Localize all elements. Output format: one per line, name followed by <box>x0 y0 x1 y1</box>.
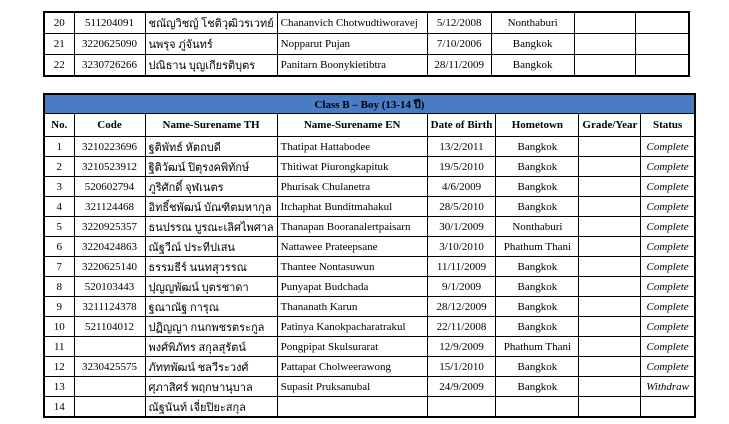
cell-name_th: นพรุจ ภู่จันทร์ <box>145 34 277 55</box>
cell-no: 13 <box>44 377 74 397</box>
cell-no: 12 <box>44 357 74 377</box>
cell-name_th: ณัฐวีณ์ ประทีปเสน <box>145 237 277 257</box>
column-header-code: Code <box>74 114 145 137</box>
cell-no: 7 <box>44 257 74 277</box>
cell-dob: 22/11/2008 <box>427 317 496 337</box>
cell-status: Complete <box>641 177 695 197</box>
cell-no: 22 <box>44 55 74 77</box>
cell-no: 20 <box>44 12 74 34</box>
cell-grade <box>579 237 641 257</box>
cell-name_th: ชณัญวิชญ์ โชติวุฒิวรเวทย์ <box>145 12 277 34</box>
cell-no: 21 <box>44 34 74 55</box>
cell-status: Complete <box>641 197 695 217</box>
cell-grade <box>579 257 641 277</box>
cell-code <box>74 377 145 397</box>
column-header-no: No. <box>44 114 74 137</box>
cell-code: 3230726266 <box>74 55 145 77</box>
cell-name_th: ศุภาสิศร์ พฤกษานุบาล <box>145 377 277 397</box>
cell-grade <box>579 217 641 237</box>
cell-name_en: Pongpipat Skulsurarat <box>277 337 427 357</box>
cell-name_en: Panitarn Boonykietibtra <box>277 55 427 77</box>
cell-name_en: Thananath Karun <box>277 297 427 317</box>
cell-dob: 28/11/2009 <box>427 55 491 77</box>
cell-no: 10 <box>44 317 74 337</box>
column-header-name_en: Name-Surename EN <box>277 114 427 137</box>
table-row <box>44 397 695 418</box>
cell-status: Withdraw <box>641 377 695 397</box>
table-row <box>44 34 689 55</box>
cell-status: Complete <box>641 297 695 317</box>
cell-name_en: Thitiwat Piurongkapituk <box>277 157 427 177</box>
cell-hometown: Nonthaburi <box>491 12 574 34</box>
cell-name_th: อิทธิ์ชพัฒน์ บัณฑิตมหากุล <box>145 197 277 217</box>
previous-class-table <box>43 11 690 77</box>
cell-hometown: Bangkok <box>496 277 579 297</box>
cell-status: Complete <box>641 157 695 177</box>
table-row <box>44 157 695 177</box>
cell-hometown: Nonthaburi <box>496 217 579 237</box>
cell-name_en: Thatipat Hattabodee <box>277 137 427 157</box>
cell-status <box>641 397 695 418</box>
cell-status: Complete <box>641 217 695 237</box>
cell-no: 14 <box>44 397 74 418</box>
column-header-dob: Date of Birth <box>427 114 496 137</box>
cell-code: 3210523912 <box>74 157 145 177</box>
table-row <box>44 137 695 157</box>
cell-name_th: ฐติพัทธ์ หัตถบดี <box>145 137 277 157</box>
cell-dob: 28/12/2009 <box>427 297 496 317</box>
cell-status: Complete <box>641 137 695 157</box>
table-row <box>44 177 695 197</box>
cell-hometown: Bangkok <box>496 357 579 377</box>
cell-hometown: Bangkok <box>496 297 579 317</box>
cell-no: 2 <box>44 157 74 177</box>
cell-code: 521104012 <box>74 317 145 337</box>
table-row <box>44 297 695 317</box>
cell-name_en: Chananvich Chotwudtiworavej <box>277 12 427 34</box>
table-row <box>44 277 695 297</box>
cell-grade <box>579 197 641 217</box>
cell-dob: 11/11/2009 <box>427 257 496 277</box>
cell-name_th: ฐิติวัฒน์ ปิตุรงคพิทักษ์ <box>145 157 277 177</box>
column-header-row <box>44 114 695 137</box>
cell-grade <box>579 157 641 177</box>
cell-name_th: ณัฐนันท์ เจี่ยปิยะสกุล <box>145 397 277 418</box>
cell-no: 4 <box>44 197 74 217</box>
cell-dob: 7/10/2006 <box>427 34 491 55</box>
cell-status: Complete <box>641 317 695 337</box>
cell-grade <box>579 357 641 377</box>
cell-name_th: พงศ์พิภัทร สกุลสุรัตน์ <box>145 337 277 357</box>
cell-code: 3230425575 <box>74 357 145 377</box>
cell-name_en: Nattawee Prateepsane <box>277 237 427 257</box>
cell-code: 511204091 <box>74 12 145 34</box>
cell-status: Complete <box>641 337 695 357</box>
cell-name_th: ธรรมธีร์ นนทสุวรรณ <box>145 257 277 277</box>
cell-name_en: Punyapat Budchada <box>277 277 427 297</box>
table-row <box>44 217 695 237</box>
cell-hometown: Bangkok <box>496 137 579 157</box>
cell-grade <box>579 137 641 157</box>
cell-dob: 28/5/2010 <box>427 197 496 217</box>
cell-dob: 5/12/2008 <box>427 12 491 34</box>
cell-hometown: Bangkok <box>496 197 579 217</box>
cell-no: 3 <box>44 177 74 197</box>
table-row <box>44 337 695 357</box>
cell-grade <box>579 317 641 337</box>
cell-dob: 4/6/2009 <box>427 177 496 197</box>
cell-no: 5 <box>44 217 74 237</box>
cell-status: Complete <box>641 257 695 277</box>
previous-class-table-body <box>44 12 689 76</box>
column-header-name_th: Name-Surename TH <box>145 114 277 137</box>
cell-code <box>74 397 145 418</box>
cell-no: 1 <box>44 137 74 157</box>
cell-grade <box>574 34 635 55</box>
cell-name_th: ธนปรรณ บูรณะเลิศไพศาล <box>145 217 277 237</box>
table-row <box>44 257 695 277</box>
cell-code: 520103443 <box>74 277 145 297</box>
table-row <box>44 12 689 34</box>
cell-no: 9 <box>44 297 74 317</box>
cell-name_th: ปฏิญญา กนกพชรตระกูล <box>145 317 277 337</box>
cell-status <box>635 34 689 55</box>
cell-code: 3220625140 <box>74 257 145 277</box>
cell-code: 3210223696 <box>74 137 145 157</box>
cell-dob <box>427 397 496 418</box>
cell-no: 11 <box>44 337 74 357</box>
cell-dob: 24/9/2009 <box>427 377 496 397</box>
cell-hometown: Bangkok <box>491 34 574 55</box>
cell-dob: 13/2/2011 <box>427 137 496 157</box>
cell-grade <box>579 397 641 418</box>
cell-hometown: Phathum Thani <box>496 337 579 357</box>
cell-code: 3220925357 <box>74 217 145 237</box>
table-row <box>44 237 695 257</box>
cell-dob: 3/10/2010 <box>427 237 496 257</box>
cell-grade <box>579 337 641 357</box>
table-row <box>44 317 695 337</box>
cell-grade <box>574 12 635 34</box>
column-header-status: Status <box>641 114 695 137</box>
cell-status <box>635 55 689 77</box>
cell-code: 321124468 <box>74 197 145 217</box>
cell-hometown <box>496 397 579 418</box>
cell-name_en: Thantee Nontasuwun <box>277 257 427 277</box>
cell-name_en: Phurisak Chulanetra <box>277 177 427 197</box>
cell-no: 6 <box>44 237 74 257</box>
cell-code <box>74 337 145 357</box>
cell-code: 3220625090 <box>74 34 145 55</box>
cell-name_en: Patinya Kanokpacharatrakul <box>277 317 427 337</box>
cell-grade <box>574 55 635 77</box>
cell-hometown: Bangkok <box>496 177 579 197</box>
cell-name_th: ปณิธาน บุญเกียรติบุตร <box>145 55 277 77</box>
cell-name_th: ภัททพัฒน์ ชลวีระวงศ์ <box>145 357 277 377</box>
cell-name_en: Itchaphat Bunditmahakul <box>277 197 427 217</box>
table-row <box>44 55 689 77</box>
cell-code: 520602794 <box>74 177 145 197</box>
cell-no: 8 <box>44 277 74 297</box>
cell-name_th: ภูริศักดิ์ จุฬเนตร <box>145 177 277 197</box>
cell-dob: 9/1/2009 <box>427 277 496 297</box>
cell-grade <box>579 297 641 317</box>
cell-hometown: Bangkok <box>496 257 579 277</box>
cell-dob: 12/9/2009 <box>427 337 496 357</box>
column-header-hometown: Hometown <box>496 114 579 137</box>
cell-hometown: Bangkok <box>496 317 579 337</box>
cell-name_en: Pattapat Cholweerawong <box>277 357 427 377</box>
class-b-table <box>43 93 696 418</box>
cell-dob: 30/1/2009 <box>427 217 496 237</box>
table-row <box>44 197 695 217</box>
cell-grade <box>579 377 641 397</box>
cell-status: Complete <box>641 237 695 257</box>
table-row <box>44 357 695 377</box>
cell-name_en: Thanapan Booranalertpaisarn <box>277 217 427 237</box>
cell-code: 3220424863 <box>74 237 145 257</box>
cell-grade <box>579 277 641 297</box>
cell-dob: 15/1/2010 <box>427 357 496 377</box>
cell-grade <box>579 177 641 197</box>
cell-name_en: Supasit Pruksanubal <box>277 377 427 397</box>
column-header-grade: Grade/Year <box>579 114 641 137</box>
cell-status: Complete <box>641 357 695 377</box>
cell-dob: 19/5/2010 <box>427 157 496 177</box>
cell-status <box>635 12 689 34</box>
cell-code: 3211124378 <box>74 297 145 317</box>
cell-hometown: Bangkok <box>496 157 579 177</box>
cell-hometown: Bangkok <box>491 55 574 77</box>
class-b-table-body <box>44 94 695 417</box>
cell-name_en: Nopparut Pujan <box>277 34 427 55</box>
cell-name_th: ปุญญพัฒน์ บุตรชาดา <box>145 277 277 297</box>
cell-hometown: Bangkok <box>496 377 579 397</box>
class-b-title: Class B – Boy (13-14 ปี) <box>44 94 695 114</box>
cell-status: Complete <box>641 277 695 297</box>
cell-name_en <box>277 397 427 418</box>
cell-hometown: Phathum Thani <box>496 237 579 257</box>
table-row <box>44 377 695 397</box>
cell-name_th: ฐณาณัฐ การุณ <box>145 297 277 317</box>
